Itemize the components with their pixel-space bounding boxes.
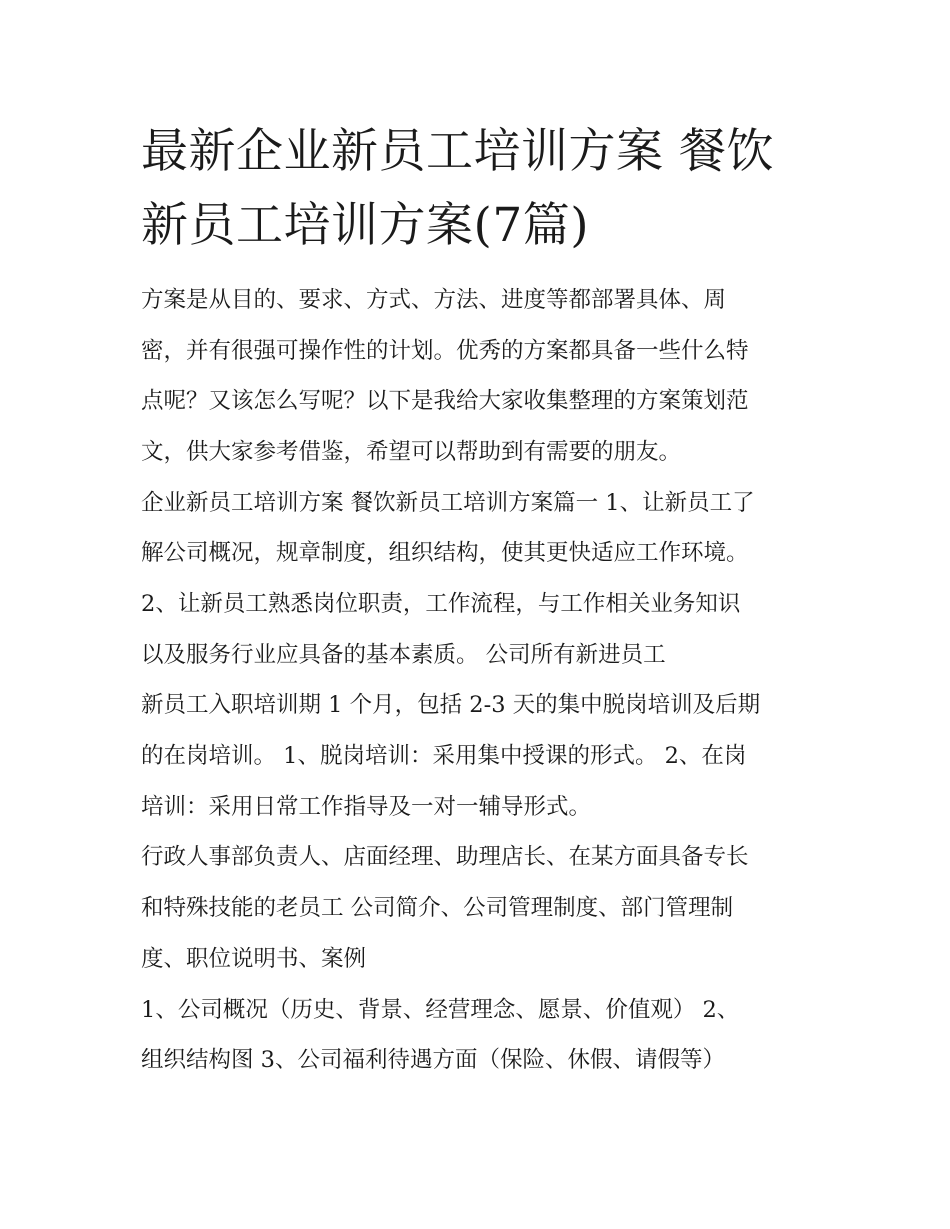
text-line: 点呢？又该怎么写呢？以下是我给大家收集整理的方案策划范: [141, 388, 749, 414]
text-line: 行政人事部负责人、店面经理、助理店长、在某方面具备专长: [141, 844, 749, 870]
title-line: 最新企业新员工培训方案 餐饮: [141, 124, 774, 179]
text-line: 密，并有很强可操作性的计划。优秀的方案都具备一些什么特: [141, 338, 749, 364]
text-line: 企业新员工培训方案 餐饮新员工培训方案篇一 1、让新员工了: [141, 490, 755, 516]
text-line: 解公司概况，规章制度，组织结构，使其更快适应工作环境。: [141, 540, 749, 566]
text-line: 方案是从目的、要求、方式、方法、进度等都部署具体、周: [141, 287, 727, 313]
text-line: 2、让新员工熟悉岗位职责，工作流程，与工作相关业务知识: [141, 591, 741, 617]
text-line: 文，供大家参考借鉴，希望可以帮助到有需要的朋友。: [141, 439, 682, 465]
text-line: 的在岗培训。 1、脱岗培训：采用集中授课的形式。 2、在岗: [141, 743, 747, 769]
text-line: 培训：采用日常工作指导及一对一辅导形式。: [141, 794, 592, 820]
text-line: 组织结构图 3、公司福利待遇方面（保险、休假、请假等）: [141, 1047, 725, 1073]
title-line: 新员工培训方案(7篇): [141, 198, 590, 253]
text-line: 以及服务行业应具备的基本素质。 公司所有新进员工: [141, 642, 666, 668]
text-line: 和特殊技能的老员工 公司简介、公司管理制度、部门管理制: [141, 895, 734, 921]
text-line: 新员工入职培训期 1 个月，包括 2-3 天的集中脱岗培训及后期: [141, 692, 761, 718]
text-line: 度、职位说明书、案例: [141, 946, 367, 972]
document-title: [141, 115, 821, 263]
text-line: 1、公司概况（历史、背景、经营理念、愿景、价值观） 2、: [141, 997, 740, 1023]
